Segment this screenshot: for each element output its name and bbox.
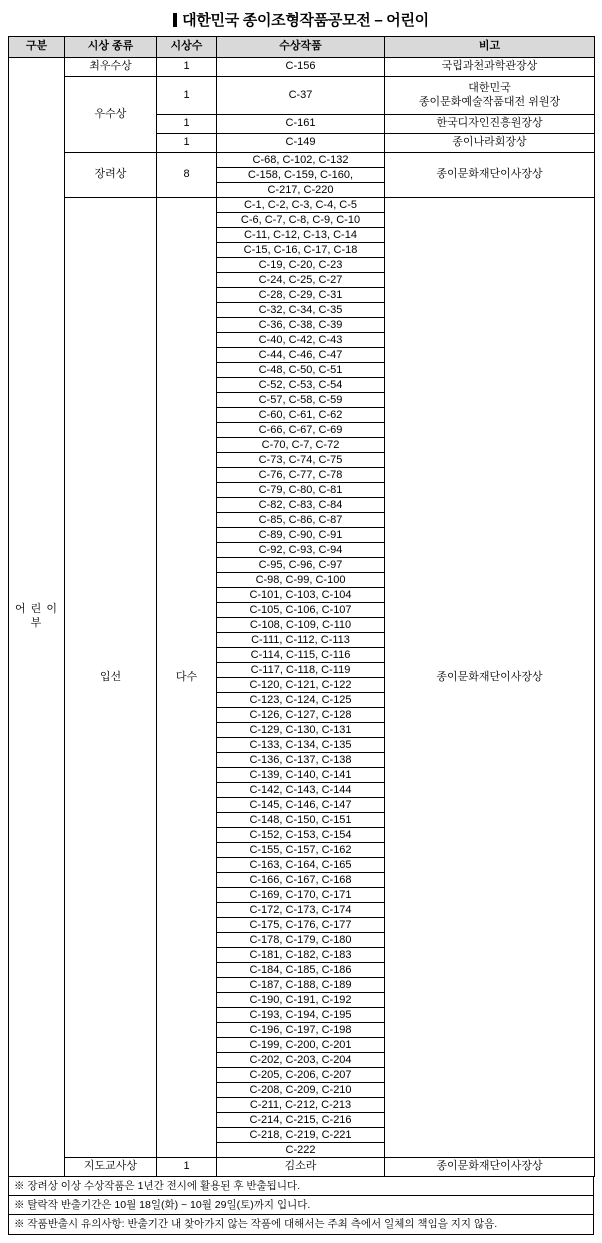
title-bullet-icon: [173, 13, 177, 27]
works-line: C-222: [285, 1144, 316, 1156]
note-line-2: 종이문화예술작품대전 위원장: [418, 95, 561, 108]
works-list: [217, 198, 385, 1158]
works-cell: C-37: [217, 77, 385, 115]
award-type: 장려상: [65, 153, 157, 198]
gubun-label: 어 린 이 부: [15, 603, 58, 629]
works-line: C-68, C-102, C-132: [217, 153, 384, 168]
note-cell: [385, 77, 595, 115]
award-type: 우수상: [65, 77, 157, 153]
works-line: C-73, C-74, C-75: [217, 453, 384, 468]
works-line: C-190, C-191, C-192: [217, 993, 384, 1008]
table-row: [9, 58, 595, 77]
works-line: C-48, C-50, C-51: [217, 363, 384, 378]
works-line: C-175, C-176, C-177: [217, 918, 384, 933]
award-type: 최우수상: [65, 58, 157, 77]
award-count: 1: [157, 115, 217, 134]
works-line: C-111, C-112, C-113: [217, 633, 384, 648]
works-line: C-202, C-203, C-204: [217, 1053, 384, 1068]
works-line: C-193, C-194, C-195: [217, 1008, 384, 1023]
note-cell: 종이문화재단이사장상: [385, 1158, 595, 1177]
works-line: C-136, C-137, C-138: [217, 753, 384, 768]
award-count: 1: [157, 134, 217, 153]
awards-table: [8, 36, 595, 1177]
works-line: C-218, C-219, C-221: [217, 1128, 384, 1143]
footnotes: [8, 1177, 594, 1235]
footnote-item: ※ 작품반출시 유의사항: 반출기간 내 찾아가지 않는 작품에 대해서는 주최 측에서 일체의 책임을 지지 않음.: [14, 1218, 498, 1231]
works-line: C-169, C-170, C-171: [217, 888, 384, 903]
works-cell: C-161: [217, 115, 385, 134]
footnote-item: ※ 장려상 이상 수상작품은 1년간 전시에 활용된 후 반출됩니다.: [9, 1177, 593, 1196]
works-line: C-181, C-182, C-183: [217, 948, 384, 963]
note-cell: 종이나라회장상: [385, 134, 595, 153]
works-line: C-70, C-7, C-72: [217, 438, 384, 453]
works-line: C-205, C-206, C-207: [217, 1068, 384, 1083]
works-line: C-123, C-124, C-125: [217, 693, 384, 708]
works-line: C-172, C-173, C-174: [217, 903, 384, 918]
works-line: C-11, C-12, C-13, C-14: [217, 228, 384, 243]
works-line: C-95, C-96, C-97: [217, 558, 384, 573]
works-line: C-85, C-86, C-87: [217, 513, 384, 528]
works-line: C-36, C-38, C-39: [217, 318, 384, 333]
works-line: C-163, C-164, C-165: [217, 858, 384, 873]
works-line: C-214, C-215, C-216: [217, 1113, 384, 1128]
works-line: C-57, C-58, C-59: [217, 393, 384, 408]
award-count: 1: [157, 77, 217, 115]
header-gubun: 구분: [9, 37, 65, 58]
works-line: C-79, C-80, C-81: [217, 483, 384, 498]
works-line: C-152, C-153, C-154: [217, 828, 384, 843]
works-line: C-15, C-16, C-17, C-18: [217, 243, 384, 258]
works-line: C-40, C-42, C-43: [217, 333, 384, 348]
works-line: C-166, C-167, C-168: [217, 873, 384, 888]
header-award-count: 시상수: [157, 37, 217, 58]
works-line: C-133, C-134, C-135: [217, 738, 384, 753]
works-line: C-184, C-185, C-186: [217, 963, 384, 978]
page-title: [8, 9, 594, 30]
works-cell: C-156: [217, 58, 385, 77]
award-type: 지도교사상: [65, 1158, 157, 1177]
award-type: 입선: [65, 198, 157, 1158]
works-line: C-148, C-150, C-151: [217, 813, 384, 828]
works-line: C-76, C-77, C-78: [217, 468, 384, 483]
page-title-text: 대한민국 종이조형작품공모전 – 어린이: [182, 12, 429, 29]
works-line: C-82, C-83, C-84: [217, 498, 384, 513]
works-line: C-142, C-143, C-144: [217, 783, 384, 798]
works-line: C-158, C-159, C-160,: [217, 168, 384, 183]
works-line: C-126, C-127, C-128: [217, 708, 384, 723]
works-line: C-19, C-20, C-23: [217, 258, 384, 273]
works-line: C-139, C-140, C-141: [217, 768, 384, 783]
award-count: 다수: [157, 198, 217, 1158]
works-line: C-28, C-29, C-31: [217, 288, 384, 303]
works-line: C-98, C-99, C-100: [217, 573, 384, 588]
works-line: C-114, C-115, C-116: [217, 648, 384, 663]
works-line: C-24, C-25, C-27: [217, 273, 384, 288]
works-list: [217, 153, 385, 198]
works-line: C-120, C-121, C-122: [217, 678, 384, 693]
table-row: [9, 198, 595, 1158]
works-line: C-117, C-118, C-119: [217, 663, 384, 678]
works-line: C-145, C-146, C-147: [217, 798, 384, 813]
header-award-type: 시상 종류: [65, 37, 157, 58]
works-line: C-199, C-200, C-201: [217, 1038, 384, 1053]
works-line: C-66, C-67, C-69: [217, 423, 384, 438]
works-line: C-187, C-188, C-189: [217, 978, 384, 993]
works-line: C-196, C-197, C-198: [217, 1023, 384, 1038]
works-cell: 김소라: [217, 1158, 385, 1177]
works-cell: C-149: [217, 134, 385, 153]
works-line: C-1, C-2, C-3, C-4, C-5: [217, 198, 384, 213]
works-line: C-178, C-179, C-180: [217, 933, 384, 948]
works-line: C-105, C-106, C-107: [217, 603, 384, 618]
table-row: [9, 77, 595, 115]
works-line: C-32, C-34, C-35: [217, 303, 384, 318]
award-count: 8: [157, 153, 217, 198]
note-line-1: 대한민국: [468, 81, 511, 94]
note-cell: 한국디자인진흥원장상: [385, 115, 595, 134]
works-line: C-89, C-90, C-91: [217, 528, 384, 543]
works-line: C-208, C-209, C-210: [217, 1083, 384, 1098]
works-line: C-211, C-212, C-213: [217, 1098, 384, 1113]
table-row: [9, 153, 595, 198]
award-count: 1: [157, 58, 217, 77]
note-cell: 국립과천과학관장상: [385, 58, 595, 77]
works-line: C-60, C-61, C-62: [217, 408, 384, 423]
award-count: 1: [157, 1158, 217, 1177]
note-cell: 종이문화재단이사장상: [385, 198, 595, 1158]
table-header-row: [9, 37, 595, 58]
works-line: C-101, C-103, C-104: [217, 588, 384, 603]
note-cell: 종이문화재단이사장상: [385, 153, 595, 198]
works-line: C-44, C-46, C-47: [217, 348, 384, 363]
gubun-cell: [9, 58, 65, 1177]
footnote-item: ※ 탈락작 반출기간은 10월 18일(화) ~ 10월 29일(토)까지 입니다.: [9, 1196, 593, 1215]
works-line: C-155, C-157, C-162: [217, 843, 384, 858]
header-works: 수상작품: [217, 37, 385, 58]
table-row: [9, 1158, 595, 1177]
works-line: C-108, C-109, C-110: [217, 618, 384, 633]
works-line: C-217, C-220: [267, 184, 334, 196]
header-note: 비고: [385, 37, 595, 58]
works-line: C-6, C-7, C-8, C-9, C-10: [217, 213, 384, 228]
works-line: C-129, C-130, C-131: [217, 723, 384, 738]
works-line: C-52, C-53, C-54: [217, 378, 384, 393]
works-line: C-92, C-93, C-94: [217, 543, 384, 558]
